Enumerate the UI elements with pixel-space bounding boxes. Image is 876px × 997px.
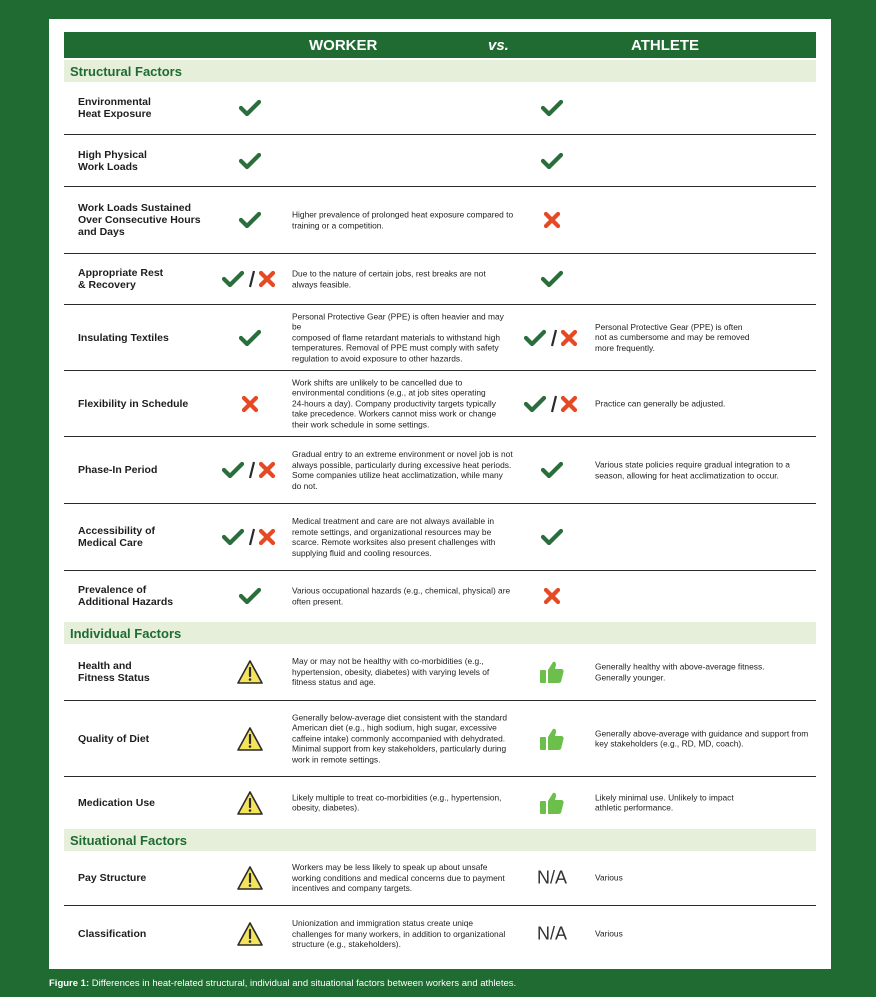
- athlete-note: Practice can generally be adjusted.: [595, 398, 726, 409]
- worker-check-icon: [239, 98, 261, 118]
- worker-note: Personal Protective Gear (PPE) is often heavier and may be composed of flame retardant materials to withstand high temperatures. Removal of PPE must comply with safety regulation to avoid exposure to other hazards.: [292, 311, 504, 364]
- table-row: [64, 906, 816, 962]
- worker-note: Medical treatment and care are not always available in remote settings, and organizational resources may be scarce. Remote worksites also present challenges with supplying fluid and cooling resources.: [292, 515, 496, 558]
- factor-label: Environmental Heat Exposure: [78, 96, 152, 120]
- table-row: [64, 437, 816, 504]
- worker-note: Due to the nature of certain jobs, rest breaks are not always feasible.: [292, 268, 486, 289]
- worker-warning-icon: [236, 921, 264, 947]
- table-row: [64, 82, 816, 135]
- factor-label: Medication Use: [78, 796, 156, 809]
- worker-check-cross-icon: [222, 527, 278, 547]
- worker-note: Gradual entry to an extreme environment or novel job is not always possible, particularly during excessive heat periods. Some companies utilize heat acclimatization, while many do not.: [292, 448, 513, 491]
- athlete-check-icon: [541, 98, 563, 118]
- worker-note: Workers may be less likely to speak up about unsafe working conditions and medical concerns due to payment incentives and company targets.: [292, 862, 505, 894]
- vs-heading: vs.: [488, 37, 509, 54]
- athlete-note: Generally above-average with guidance and support from key stakeholders (e.g., RD, MD, coach).: [595, 727, 809, 749]
- athlete-cross-icon: [543, 211, 561, 229]
- athlete-check-icon: [541, 269, 563, 289]
- section-situational: Situational Factors: [64, 829, 816, 851]
- athlete-note: Various: [595, 928, 623, 939]
- factor-label: Appropriate Rest & Recovery: [78, 267, 164, 291]
- table-row: [64, 305, 816, 371]
- table-row: [64, 777, 816, 828]
- factor-label: Quality of Diet: [78, 732, 150, 745]
- table-row: [64, 851, 816, 906]
- worker-heading: WORKER: [309, 37, 378, 54]
- athlete-note: Likely minimal use. Unlikely to impact athletic performance.: [595, 791, 734, 813]
- comparison-card: [49, 19, 831, 969]
- worker-note: Various occupational hazards (e.g., chemical, physical) are often present.: [292, 585, 511, 606]
- athlete-note: Generally healthy with above-average fitness. Generally younger.: [595, 661, 765, 682]
- athlete-note: Various: [595, 872, 623, 883]
- worker-check-icon: [239, 586, 261, 606]
- table-row: [64, 371, 816, 437]
- factor-label: Accessibility of Medical Care: [78, 525, 156, 549]
- table-row: [64, 135, 816, 187]
- factor-label: Work Loads Sustained Over Consecutive Hours and Days: [78, 202, 201, 238]
- athlete-check-icon: [541, 460, 563, 480]
- worker-note: Likely multiple to treat co-morbidities (e.g., hypertension, obesity, diabetes).: [292, 791, 502, 813]
- athlete-thumbs-up-icon: [539, 791, 565, 815]
- athlete-heading: ATHLETE: [631, 37, 700, 54]
- table-header: [64, 32, 816, 58]
- factor-label: Insulating Textiles: [78, 331, 169, 344]
- section-structural: Structural Factors: [64, 60, 816, 82]
- athlete-check-cross-icon: [524, 394, 580, 414]
- factor-label: Classification: [78, 928, 147, 940]
- athlete-thumbs-up-icon: [539, 727, 565, 751]
- worker-check-icon: [239, 210, 261, 230]
- table-row: [64, 701, 816, 777]
- athlete-note: Various state policies require gradual integration to a season, allowing for heat acclimatization to occur.: [595, 459, 790, 480]
- worker-warning-icon: [236, 865, 264, 891]
- worker-note: Unionization and immigration status create uniqe challenges for many workers, in addition to organizational structure (e.g., stakeholders).: [292, 918, 506, 950]
- athlete-cross-icon: [543, 587, 561, 605]
- worker-note: May or may not be healthy with co-morbidities (e.g., hypertension, obesity, diabetes) with varying levels of fitness status and age.: [292, 656, 490, 688]
- factor-label: Prevalence of Additional Hazards: [78, 584, 174, 608]
- athlete-thumbs-up-icon: [539, 660, 565, 684]
- worker-check-cross-icon: [222, 460, 278, 480]
- table-row: [64, 571, 816, 621]
- factor-label: High Physical Work Loads: [78, 148, 147, 173]
- worker-cross-icon: [241, 395, 259, 413]
- factor-label: Phase-In Period: [78, 464, 158, 476]
- table-row: [64, 504, 816, 571]
- worker-note: Generally below-average diet consistent with the standard American diet (e.g., high sodium, high sugar, excessive caffeine intake) commonly accompanied with dehydrated. Minimal support from key stakeholders, particularly during work in remote settings.: [292, 712, 508, 765]
- athlete-na-text: N/A: [536, 923, 568, 944]
- table-row: [64, 644, 816, 701]
- figure-caption: Figure 1: Differences in heat-related structural, individual and situational factors between workers and athletes.: [49, 978, 517, 989]
- athlete-na-text: N/A: [536, 867, 568, 888]
- factor-label: Flexibility in Schedule: [78, 397, 189, 410]
- factor-label: Pay Structure: [78, 872, 147, 884]
- worker-note: Higher prevalence of prolonged heat exposure compared to training or a competition.: [292, 209, 514, 230]
- athlete-check-cross-icon: [524, 328, 580, 348]
- worker-warning-icon: [236, 726, 264, 752]
- athlete-check-icon: [541, 527, 563, 547]
- worker-warning-icon: [236, 659, 264, 685]
- table-row: [64, 187, 816, 254]
- worker-check-icon: [239, 151, 261, 171]
- worker-note: Work shifts are unlikely to be cancelled due to environmental conditions (e.g., at job sites operating 24-hours a day). Company productivity targets typically take precedence. Workers cannot miss work or change their work schedule in some settings.: [292, 377, 497, 430]
- worker-warning-icon: [236, 790, 264, 816]
- section-individual: Individual Factors: [64, 622, 816, 644]
- factor-label: Health and Fitness Status: [78, 660, 150, 684]
- athlete-check-icon: [541, 151, 563, 171]
- table-row: [64, 254, 816, 305]
- worker-check-cross-icon: [222, 269, 278, 289]
- athlete-note: Personal Protective Gear (PPE) is often not as cumbersome and may be removed more frequently.: [595, 321, 750, 353]
- worker-check-icon: [239, 328, 261, 348]
